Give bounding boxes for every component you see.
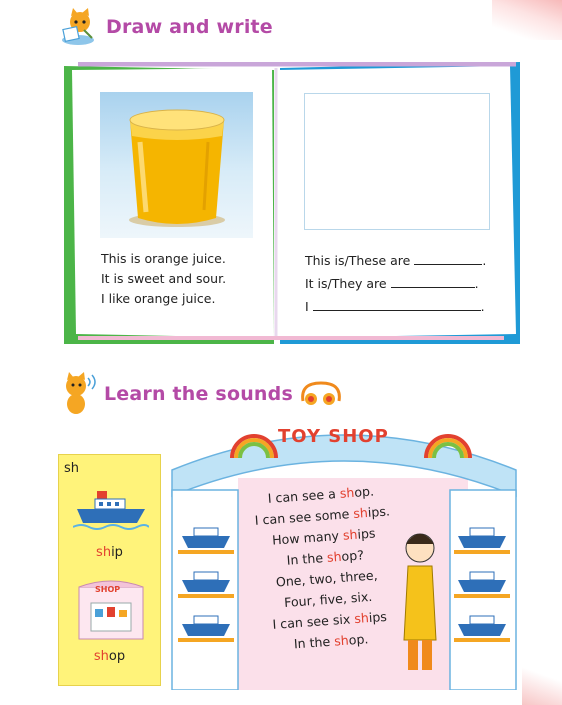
learn-sounds-title: Learn the sounds — [104, 383, 293, 405]
headphones-icon[interactable] — [299, 381, 343, 407]
shop-poem — [244, 479, 407, 657]
word-shop: shop — [93, 649, 126, 664]
poem-line-7: I can see six ships — [272, 608, 388, 632]
right-line-1: This is/These are . — [305, 253, 487, 268]
toy-shop-sign: TOY SHOP — [278, 426, 389, 447]
draw-write-header — [58, 8, 273, 46]
poem-line-4: In the shop? — [286, 547, 365, 568]
right-page-text — [305, 249, 486, 318]
poem-line-5: One, two, three, — [275, 567, 379, 590]
drawing-box[interactable] — [304, 93, 490, 230]
poem-line-2: I can see some ships. — [254, 503, 391, 528]
left-line-3: I like orange juice. — [101, 291, 216, 306]
phonics-card — [58, 454, 161, 686]
cat-singing-icon — [58, 372, 98, 416]
poem-line-1: I can see a shop. — [267, 483, 375, 506]
shop-sign: SHOP — [95, 585, 121, 594]
left-line-2: It is sweet and sour. — [101, 271, 227, 286]
blank-2[interactable] — [391, 276, 475, 288]
right-line-3: I . — [305, 299, 485, 314]
learn-sounds-header — [58, 372, 343, 416]
poem-line-6: Four, five, six. — [283, 588, 373, 610]
draw-write-title: Draw and write — [106, 16, 273, 38]
word-ship: ship — [96, 545, 123, 560]
corner-decoration-top — [492, 0, 562, 40]
right-line-2: It is/They are . — [305, 276, 479, 291]
poem-line-3: How many ships — [271, 525, 376, 548]
ship-icon — [73, 485, 149, 535]
corner-decoration-bottom — [522, 665, 562, 705]
left-line-1: This is orange juice. — [101, 251, 226, 266]
cat-writing-icon — [58, 8, 100, 46]
glass-icon — [100, 92, 253, 238]
orange-juice-photo — [100, 92, 253, 238]
phonics-label: sh — [64, 461, 80, 476]
poem-line-8: In the shop. — [293, 631, 369, 652]
blank-3[interactable] — [313, 299, 481, 311]
blank-1[interactable] — [414, 253, 482, 265]
left-page-text — [101, 249, 226, 309]
